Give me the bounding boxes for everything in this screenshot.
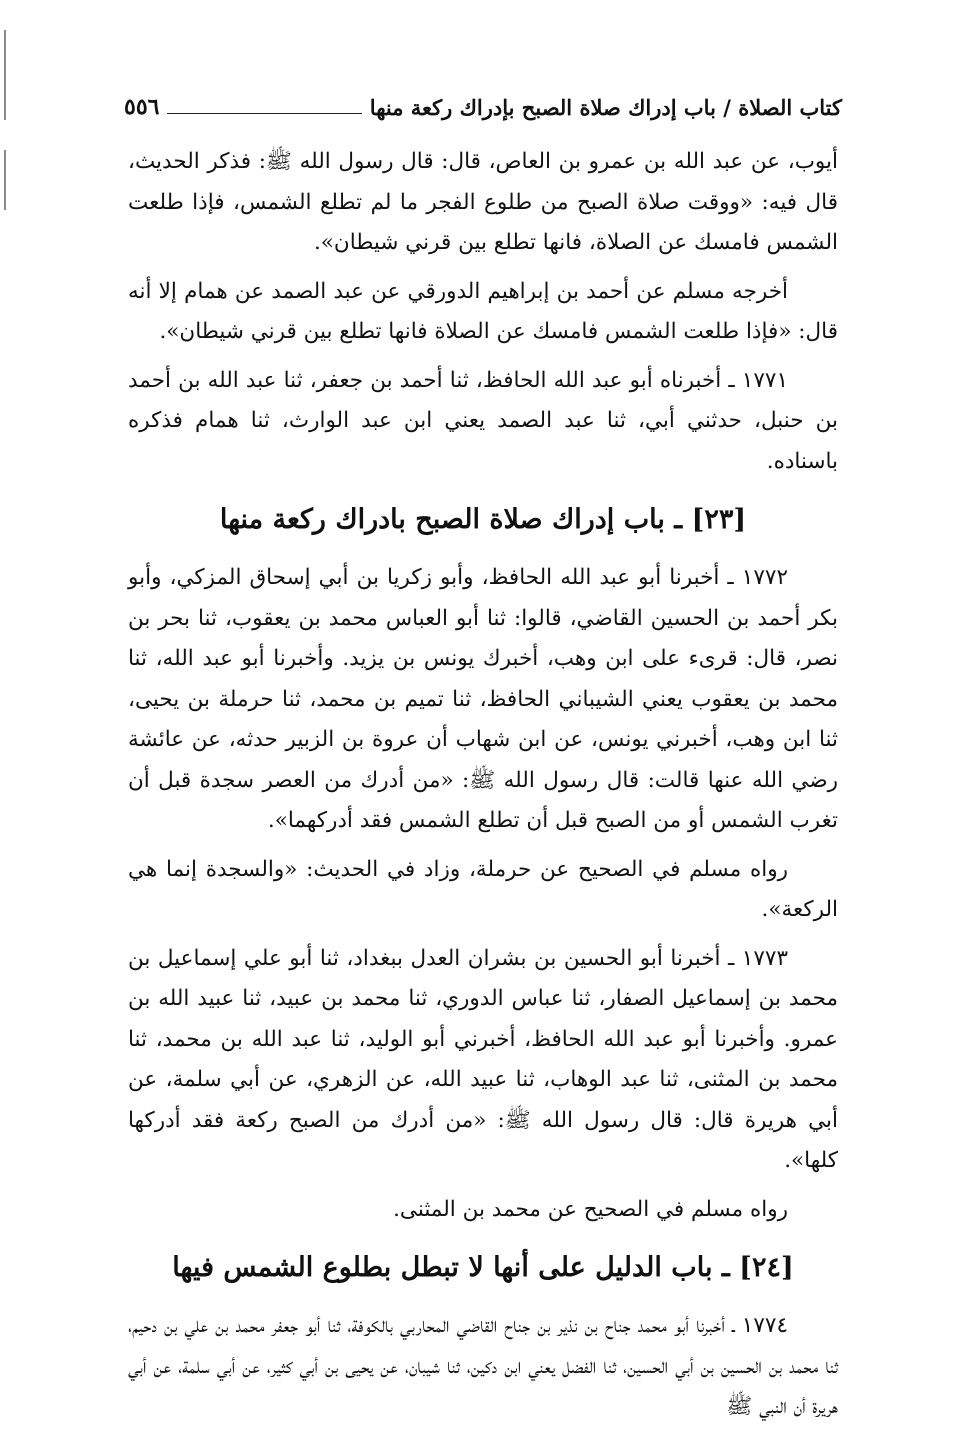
chapter-heading-24: [٢٤] ـ باب الدليل على أنها لا تبطل بطلوع الشمس فيها xyxy=(172,1252,794,1283)
page-body xyxy=(128,142,838,1436)
scan-edge-mark xyxy=(4,30,6,120)
header-rule xyxy=(167,113,361,114)
running-title: كتاب الصلاة / باب إدراك صلاة الصبح بإدراك ركعة منها xyxy=(369,95,842,120)
paragraph: رواه مسلم في الصحيح عن محمد بن المثنى. xyxy=(393,1196,788,1222)
paragraph: أخرجه مسلم عن أحمد بن إبراهيم الدورقي عن عبد الصمد عن همام إلا أنه قال: «فإذا طلعت الشمس فامسك عن الصلاة فانها تطلع بين قرني شيطان». xyxy=(128,278,838,344)
hadith-1771: ١٧٧١ ـ أخبرناه أبو عبد الله الحافظ، ثنا أحمد بن جعفر، ثنا عبد الله بن أحمد بن حنبل، حدثني أبي، ثنا عبد الصمد يعني ابن عبد الوارث، ثنا همام فذكره باسناده. xyxy=(128,367,838,474)
hadith-1772: ١٧٧٢ ـ أخبرنا أبو عبد الله الحافظ، وأبو زكريا بن أبي إسحاق المزكي، وأبو بكر أحمد بن الحسين القاضي، قالوا: ثنا أبو العباس محمد بن يعقوب، ثنا بحر بن نصر، قال: قرىء على ابن وهب، أخبرك يونس بن يزيد. وأخبرنا أبو عبد الله، ثنا محمد بن يعقوب يعني الشيباني الحافظ، ثنا تميم بن محمد، ثنا حرملة بن يحيى، ثنا ابن وهب، أخبرني يونس، عن ابن شهاب أن عروة بن الزبير حدثه، عن عائشة رضي الله عنها قالت: قال رسول الله ﷺ: «من أدرك من العصر سجدة قبل أن تغرب الشمس أو من الصبح قبل أن تطلع الشمس فقد أدركهما». xyxy=(128,565,838,833)
scan-edge-mark xyxy=(4,150,6,210)
hadith-1773: ١٧٧٣ ـ أخبرنا أبو الحسين بن بشران العدل ببغداد، ثنا أبو علي إسماعيل بن محمد بن إسماعيل الصفار، ثنا عباس الدوري، ثنا محمد بن عبيد، ثنا عبيد الله بن عمرو. وأخبرنا أبو عبد الله الحافظ، أخبرني أبو الوليد، ثنا عبد الله بن محمد، ثنا محمد بن المثنى، ثنا عبد الوهاب، ثنا عبيد الله، عن الزهري، عن أبي سلمة، عن أبي هريرة قال: قال رسول الله ﷺ: «من أدرك من الصبح ركعة فقد أدركها كلها». xyxy=(128,945,838,1173)
page-number: ٥٥٦ xyxy=(124,94,160,120)
chapter-heading-23: [٢٣] ـ باب إدراك صلاة الصبح بادراك ركعة منها xyxy=(219,504,747,535)
paragraph: رواه مسلم في الصحيح عن حرملة، وزاد في الحديث: «والسجدة إنما هي الركعة». xyxy=(128,856,838,922)
paragraph: أيوب، عن عبد الله بن عمرو بن العاص، قال: قال رسول الله ﷺ: فذكر الحديث، قال فيه: «ووقت صلاة الصبح من طلوع الفجر ما لم تطلع الشمس، فإذا طلعت الشمس فامسك عن الصلاة، فانها تطلع بين قرني شيطان». xyxy=(128,149,838,255)
running-header xyxy=(124,86,842,120)
hadith-1774: ١٧٧٤ ـ أخبرنا أبو محمد جناح بن نذير بن جناح القاضي المحاربي بالكوفة، ثنا أبو جعفر محمد بن علي بن دحيم، ثنا محمد بن الحسين بن أبي الحسين، ثنا الفضل يعني ابن دكين، ثنا شيبان، عن يحيى بن أبي كثير، عن أبي سلمة، عن أبي هريرة أن النبي ﷺ xyxy=(128,1313,838,1419)
